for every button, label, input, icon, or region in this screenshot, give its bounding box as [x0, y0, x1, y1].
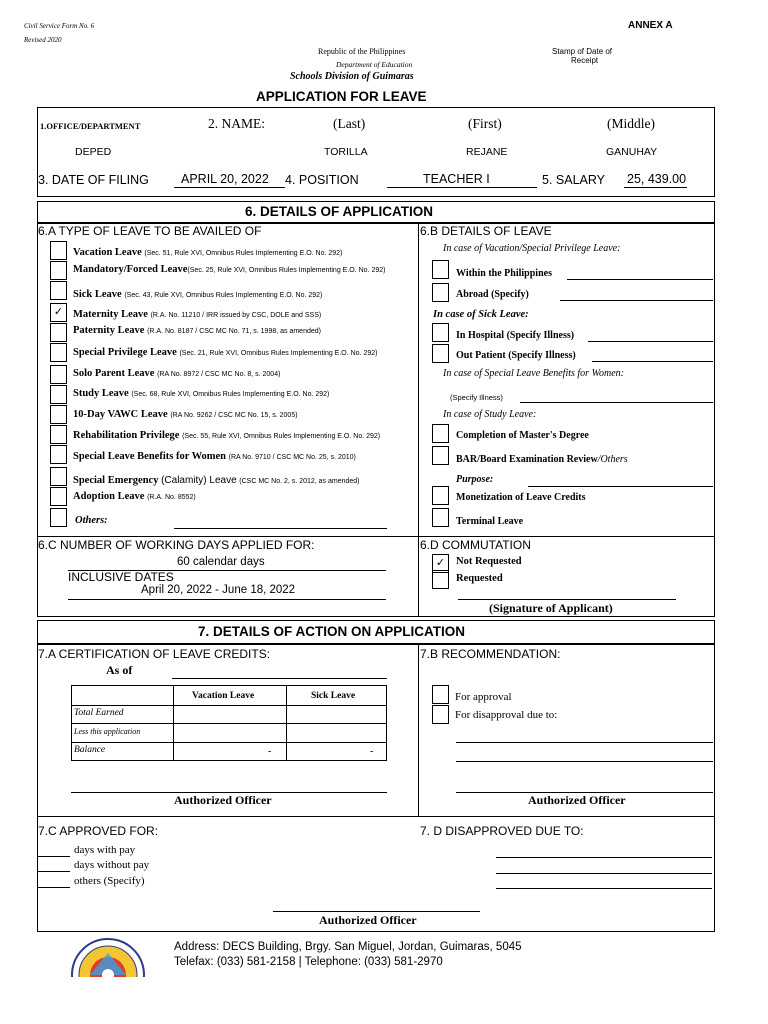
- for-disapproval-label: For disapproval due to:: [455, 709, 558, 721]
- salary-value[interactable]: 25, 439.00: [627, 172, 687, 186]
- balance-vacation-value: -: [268, 746, 272, 757]
- section6-body-box: [37, 223, 715, 617]
- solo-parent-leave-checkbox[interactable]: [50, 365, 67, 384]
- vacation-details-heading: In case of Vacation/Special Privilege Leave:: [443, 243, 621, 254]
- maternity-leave-label: Maternity Leave (R.A. No. 11210 / IRR issued by CSC, DOLE and SSS): [73, 309, 322, 320]
- for-disapproval-checkbox[interactable]: [432, 705, 449, 724]
- special-privilege-leave-checkbox[interactable]: [50, 343, 67, 362]
- division-label: Schools Division of Guimaras: [290, 71, 414, 82]
- days-without-pay-label: days without pay: [74, 859, 150, 871]
- revised-date: Revised 2020: [24, 36, 62, 44]
- certification-heading: 7.A CERTIFICATION OF LEAVE CREDITS:: [38, 647, 271, 661]
- vawc-leave-checkbox[interactable]: [50, 405, 67, 424]
- form-title: APPLICATION FOR LEAVE: [256, 89, 427, 104]
- middle-name-value[interactable]: GANUHAY: [606, 146, 658, 158]
- others-leave-label: Others:: [75, 515, 108, 526]
- study-leave-label: Study Leave (Sec. 68, Rule XVI, Omnibus Rules Implementing E.O. No. 292): [73, 388, 330, 399]
- terminal-leave-label: Terminal Leave: [456, 516, 524, 527]
- others-specify-label: others (Specify): [74, 875, 145, 887]
- masters-label: Completion of Master's Degree: [456, 430, 589, 441]
- mandatory-leave-checkbox[interactable]: [50, 261, 67, 280]
- total-earned-label: Total Earned: [74, 708, 124, 718]
- working-days-value[interactable]: 60 calendar days: [177, 556, 265, 568]
- office-value[interactable]: DEPED: [75, 146, 112, 158]
- out-patient-checkbox[interactable]: [432, 344, 449, 363]
- bar-review-label: BAR/Board Examination Review/Others: [456, 454, 628, 465]
- office-label: 1.OFFICE/DEPARTMENT: [40, 121, 141, 131]
- for-approval-checkbox[interactable]: [432, 685, 449, 704]
- middle-name-label: (Middle): [607, 116, 655, 131]
- requested-label: Requested: [456, 573, 503, 584]
- less-application-label: Less this application: [74, 727, 141, 736]
- mandatory-leave-label: Mandatory/Forced Leave(Sec. 25, Rule XVI, Omnibus Rules Implementing E.O. No. 292): [73, 264, 386, 275]
- name-label: 2. NAME:: [208, 116, 265, 131]
- as-of-label: As of: [106, 663, 133, 677]
- leave-details-heading: 6.B DETAILS OF LEAVE: [420, 224, 552, 238]
- first-name-label: (First): [468, 116, 502, 131]
- solo-parent-leave-label: Solo Parent Leave (RA No. 8972 / CSC MC No. 8, s. 2004): [73, 368, 281, 379]
- date-of-filing-value[interactable]: APRIL 20, 2022: [181, 172, 269, 186]
- working-days-heading: 6.C NUMBER OF WORKING DAYS APPLIED FOR:: [38, 538, 315, 552]
- special-privilege-leave-label: Special Privilege Leave (Sec. 21, Rule XVI, Omnibus Rules Implementing E.O. No. 292): [73, 347, 378, 358]
- inclusive-dates-label: INCLUSIVE DATES: [68, 570, 174, 584]
- stamp-label: Stamp of Date of: [552, 47, 613, 56]
- adoption-leave-checkbox[interactable]: [50, 487, 67, 506]
- for-approval-label: For approval: [455, 691, 512, 703]
- salary-label: 5. SALARY: [542, 173, 606, 187]
- in-hospital-checkbox[interactable]: [432, 323, 449, 342]
- last-name-value[interactable]: TORILLA: [324, 146, 368, 158]
- section7-title: 7. DETAILS OF ACTION ON APPLICATION: [198, 624, 466, 639]
- women-leave-label: Special Leave Benefits for Women (RA No. 9710 / CSC MC No. 25, s. 2010): [73, 451, 356, 462]
- footer-contact: Telefax: (033) 581-2158 | Telephone: (033) 581-2970: [174, 956, 443, 968]
- rehabilitation-leave-checkbox[interactable]: [50, 425, 67, 444]
- out-patient-label: Out Patient (Specify Illness): [456, 350, 576, 361]
- vacation-leave-label: Vacation Leave (Sec. 51, Rule XVI, Omnibus Rules Implementing E.O. No. 292): [73, 247, 343, 258]
- authorized-officer-final: Authorized Officer: [319, 913, 417, 927]
- vacation-leave-column-header: Vacation Leave: [192, 691, 255, 701]
- approved-for-heading: 7.C APPROVED FOR:: [38, 824, 159, 838]
- sick-leave-label: Sick Leave (Sec. 43, Rule XVI, Omnibus Rules Implementing E.O. No. 292): [73, 289, 323, 300]
- leave-type-heading: 6.A TYPE OF LEAVE TO BE AVAILED OF: [38, 224, 262, 238]
- inclusive-dates-value[interactable]: April 20, 2022 - June 18, 2022: [141, 584, 296, 596]
- date-of-filing-label: 3. DATE OF FILING: [38, 173, 149, 187]
- purpose-label: Purpose:: [456, 474, 494, 485]
- stamp-receipt-label: Receipt: [571, 56, 599, 65]
- adoption-leave-label: Adoption Leave (R.A. No. 8552): [73, 491, 196, 502]
- sick-details-heading: In case of Sick Leave:: [433, 309, 529, 320]
- vacation-leave-checkbox[interactable]: [50, 241, 67, 260]
- disapproved-heading: 7. D DISAPPROVED DUE TO:: [420, 824, 584, 838]
- bar-review-checkbox[interactable]: [432, 446, 449, 465]
- department-label: Department of Education: [336, 60, 413, 69]
- form-number: Civil Service Form No. 6: [24, 22, 95, 30]
- masters-checkbox[interactable]: [432, 424, 449, 443]
- not-requested-checkbox[interactable]: ✓: [432, 554, 449, 573]
- within-ph-checkbox[interactable]: [432, 260, 449, 279]
- abroad-checkbox[interactable]: [432, 283, 449, 302]
- position-label: 4. POSITION: [285, 173, 359, 187]
- authorized-officer-7a: Authorized Officer: [174, 793, 272, 807]
- commutation-heading: 6.D COMMUTATION: [420, 538, 531, 552]
- requested-checkbox[interactable]: [432, 570, 449, 589]
- sick-leave-column-header: Sick Leave: [311, 691, 356, 701]
- women-details-heading: In case of Special Leave Benefits for Women:: [443, 368, 624, 379]
- paternity-leave-label: Paternity Leave (R.A. No. 8187 / CSC MC No. 71, s. 1998, as amended): [73, 325, 321, 336]
- not-requested-label: Not Requested: [456, 556, 522, 567]
- balance-label: Balance: [74, 745, 106, 755]
- days-with-pay-label: days with pay: [74, 844, 136, 856]
- paternity-leave-checkbox[interactable]: [50, 323, 67, 342]
- others-leave-checkbox[interactable]: [50, 508, 67, 527]
- specify-illness-label: (Specify Illness): [450, 393, 503, 402]
- last-name-label: (Last): [333, 116, 366, 131]
- recommendation-heading: 7.B RECOMMENDATION:: [420, 647, 561, 661]
- maternity-leave-checkbox[interactable]: ✓: [50, 303, 67, 322]
- study-leave-checkbox[interactable]: [50, 385, 67, 404]
- applicant-signature-label: (Signature of Applicant): [489, 601, 613, 615]
- terminal-leave-checkbox[interactable]: [432, 508, 449, 527]
- special-emergency-leave-label: Special Emergency (Calamity) Leave (CSC MC No. 2, s. 2012, as amended): [73, 475, 360, 486]
- in-hospital-label: In Hospital (Specify Illness): [456, 330, 575, 341]
- authorized-officer-7b: Authorized Officer: [528, 793, 626, 807]
- abroad-label: Abroad (Specify): [456, 289, 529, 300]
- section6-title: 6. DETAILS OF APPLICATION: [245, 204, 434, 219]
- position-value[interactable]: TEACHER I: [423, 172, 490, 186]
- deped-seal-logo: [70, 937, 146, 977]
- republic-label: Republic of the Philippines: [318, 47, 406, 56]
- balance-sick-value: -: [370, 746, 374, 757]
- sick-leave-checkbox[interactable]: [50, 281, 67, 300]
- special-emergency-leave-checkbox[interactable]: [50, 467, 67, 486]
- first-name-value[interactable]: REJANE: [466, 146, 508, 158]
- monetization-checkbox[interactable]: [432, 486, 449, 505]
- vawc-leave-label: 10-Day VAWC Leave (RA No. 9262 / CSC MC No. 15, s. 2005): [73, 409, 298, 420]
- annex-label: ANNEX A: [628, 20, 673, 31]
- rehabilitation-leave-label: Rehabilitation Privilege (Sec. 55, Rule XVI, Omnibus Rules Implementing E.O. No. 292): [73, 430, 381, 441]
- study-details-heading: In case of Study Leave:: [443, 409, 537, 420]
- within-ph-label: Within the Philippines: [456, 268, 552, 279]
- women-leave-checkbox[interactable]: [50, 445, 67, 464]
- monetization-label: Monetization of Leave Credits: [456, 492, 586, 503]
- footer-address: Address: DECS Building, Brgy. San Miguel, Jordan, Guimaras, 5045: [174, 941, 522, 953]
